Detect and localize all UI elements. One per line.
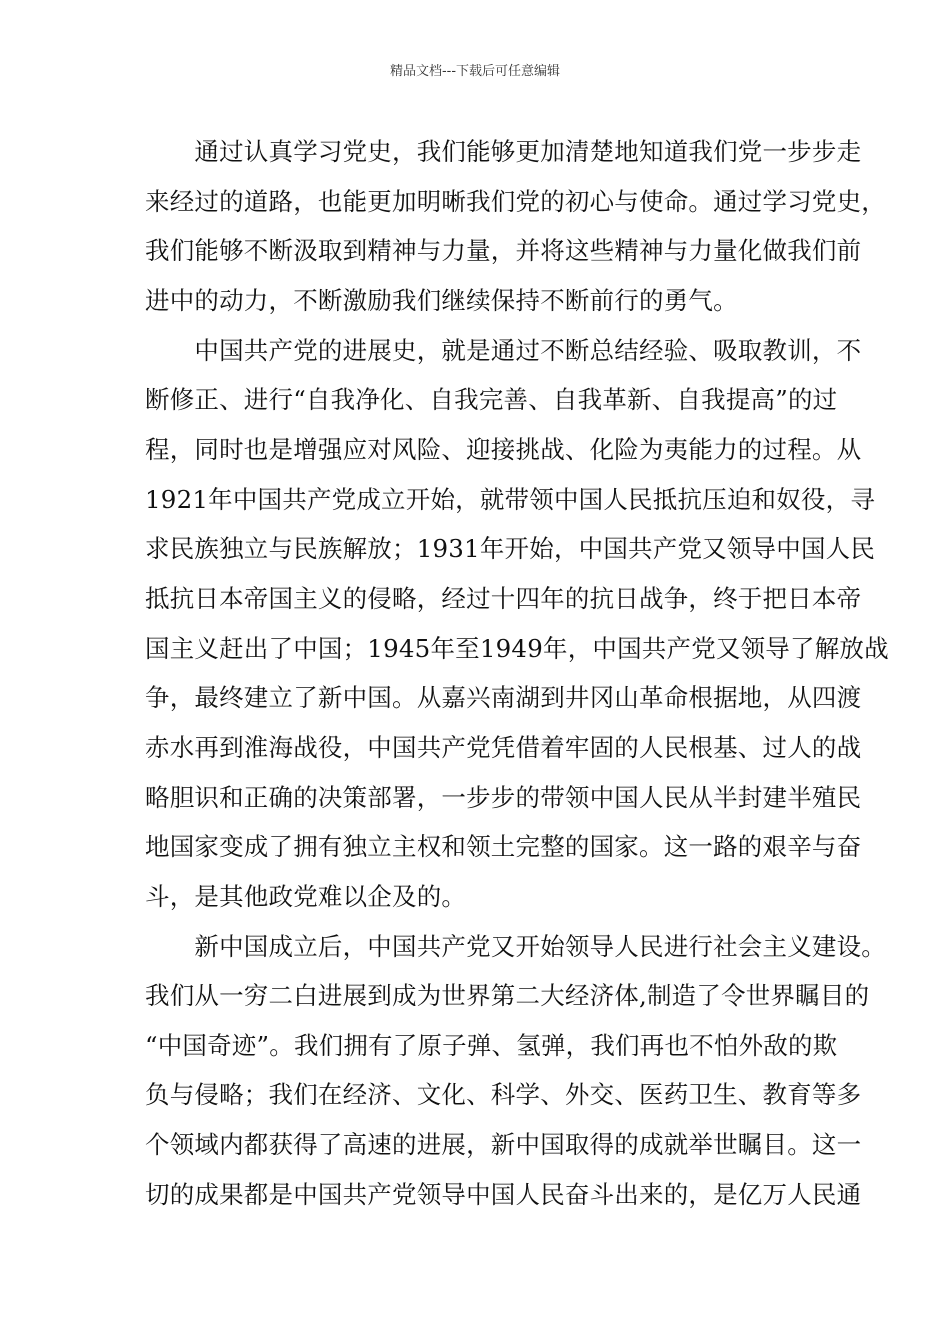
body-line: 地国家变成了拥有独立主权和领土完整的国家。这一路的艰辛与奋 <box>145 832 862 861</box>
body-line: 新中国成立后，中国共产党又开始领导人民进行社会主义建设。 <box>145 932 886 961</box>
body-line: 进中的动力，不断激励我们继续保持不断前行的勇气。 <box>145 286 738 315</box>
body-line: 略胆识和正确的决策部署，一步步的带领中国人民从半封建半殖民 <box>145 783 862 812</box>
body-line: 中国共产党的进展史，就是通过不断总结经验、吸取教训，不 <box>145 336 862 365</box>
body-line: 程，同时也是增强应对风险、迎接挑战、化险为夷能力的过程。从 <box>145 435 862 464</box>
body-line: 来经过的道路，也能更加明晰我们党的初心与使命。通过学习党史， <box>145 187 886 216</box>
body-line: 通过认真学习党史，我们能够更加清楚地知道我们党一步步走 <box>145 137 862 166</box>
body-line: 国主义赶出了中国；1945年至1949年，中国共产党又领导了解放战 <box>145 634 889 663</box>
body-line: 切的成果都是中国共产党领导中国人民奋斗出来的，是亿万人民通 <box>145 1180 862 1209</box>
body-line: 1921年中国共产党成立开始，就带领中国人民抵抗压迫和奴役，寻 <box>145 485 876 514</box>
body-line: 我们能够不断汲取到精神与力量，并将这些精神与力量化做我们前 <box>145 236 862 265</box>
page-header: 精品文档---下载后可任意编辑 <box>389 64 561 79</box>
body-line: “中国奇迹”。我们拥有了原子弹、氢弹，我们再也不怕外敌的欺 <box>145 1031 838 1060</box>
body-line: 我们从一穷二白进展到成为世界第二大经济体,制造了令世界瞩目的 <box>145 981 870 1010</box>
body-line: 赤水再到淮海战役，中国共产党凭借着牢固的人民根基、过人的战 <box>145 733 862 762</box>
body-line: 抵抗日本帝国主义的侵略，经过十四年的抗日战争，终于把日本帝 <box>145 584 862 613</box>
body-line: 负与侵略；我们在经济、文化、科学、外交、医药卫生、教育等多 <box>145 1080 862 1109</box>
body-line: 求民族独立与民族解放；1931年开始，中国共产党又领导中国人民 <box>145 534 876 563</box>
body-line: 斗，是其他政党难以企及的。 <box>145 882 467 911</box>
body-line: 个领域内都获得了高速的进展，新中国取得的成就举世瞩目。这一 <box>145 1130 862 1159</box>
body-line: 争，最终建立了新中国。从嘉兴南湖到井冈山革命根据地，从四渡 <box>145 683 862 712</box>
body-line: 断修正、进行“自我净化、自我完善、自我革新、自我提高”的过 <box>145 385 838 414</box>
